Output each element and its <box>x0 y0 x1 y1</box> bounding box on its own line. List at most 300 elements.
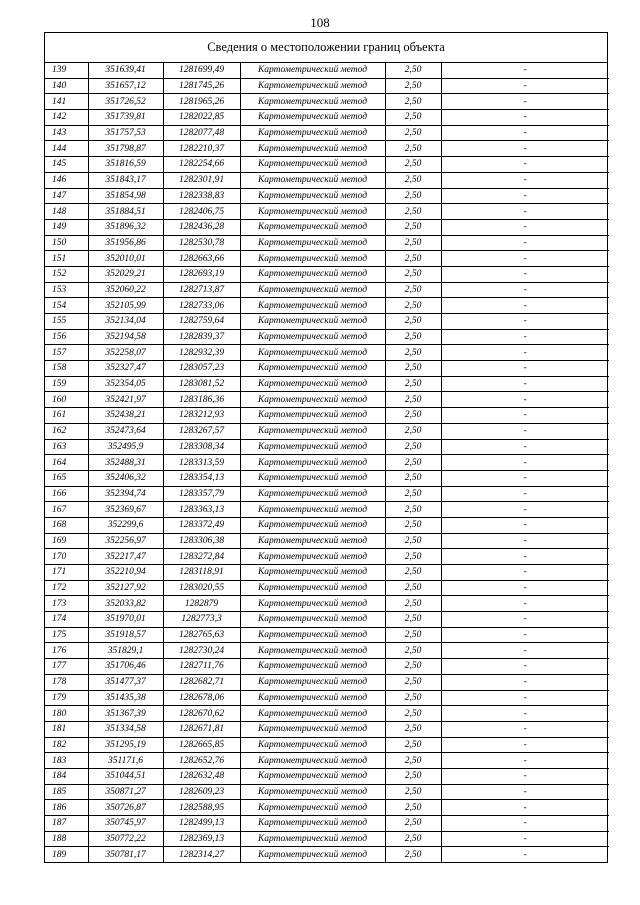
description-cell: - <box>441 204 609 220</box>
point-number-cell: 183 <box>45 753 88 769</box>
table-row <box>45 627 609 643</box>
accuracy-cell: 2,50 <box>385 674 441 690</box>
x-coordinate-cell: 351739,81 <box>88 110 163 126</box>
y-coordinate-cell: 1282678,06 <box>163 690 240 706</box>
accuracy-cell: 2,50 <box>385 204 441 220</box>
method-cell: Картометрический метод <box>240 282 385 298</box>
description-cell: - <box>441 659 609 675</box>
method-cell: Картометрический метод <box>240 63 385 78</box>
point-number-cell: 139 <box>45 63 88 78</box>
y-coordinate-cell: 1282663,66 <box>163 251 240 267</box>
method-cell: Картометрический метод <box>240 690 385 706</box>
point-number-cell: 181 <box>45 721 88 737</box>
y-coordinate-cell: 1283372,49 <box>163 517 240 533</box>
point-number-cell: 175 <box>45 627 88 643</box>
boundary-table <box>44 32 608 863</box>
point-number-cell: 161 <box>45 408 88 424</box>
method-cell: Картометрический метод <box>240 455 385 471</box>
method-cell: Картометрический метод <box>240 94 385 110</box>
accuracy-cell: 2,50 <box>385 329 441 345</box>
x-coordinate-cell: 351639,41 <box>88 63 163 78</box>
point-number-cell: 170 <box>45 549 88 565</box>
table-row <box>45 204 609 220</box>
x-coordinate-cell: 352217,47 <box>88 549 163 565</box>
accuracy-cell: 2,50 <box>385 188 441 204</box>
method-cell: Картометрический метод <box>240 549 385 565</box>
method-cell: Картометрический метод <box>240 329 385 345</box>
accuracy-cell: 2,50 <box>385 549 441 565</box>
point-number-cell: 156 <box>45 329 88 345</box>
point-number-cell: 145 <box>45 157 88 173</box>
x-coordinate-cell: 351657,12 <box>88 78 163 94</box>
method-cell: Картометрический метод <box>240 627 385 643</box>
table-row <box>45 596 609 612</box>
x-coordinate-cell: 351334,58 <box>88 721 163 737</box>
point-number-cell: 172 <box>45 580 88 596</box>
y-coordinate-cell: 1283272,84 <box>163 549 240 565</box>
description-cell: - <box>441 706 609 722</box>
method-cell: Картометрический метод <box>240 737 385 753</box>
method-cell: Картометрический метод <box>240 502 385 518</box>
description-cell: - <box>441 63 609 78</box>
accuracy-cell: 2,50 <box>385 455 441 471</box>
x-coordinate-cell: 350781,17 <box>88 847 163 862</box>
y-coordinate-cell: 1282665,85 <box>163 737 240 753</box>
point-number-cell: 151 <box>45 251 88 267</box>
x-coordinate-cell: 351970,01 <box>88 612 163 628</box>
y-coordinate-cell: 1282314,27 <box>163 847 240 862</box>
point-number-cell: 189 <box>45 847 88 862</box>
method-cell: Картометрический метод <box>240 219 385 235</box>
y-coordinate-cell: 1282670,62 <box>163 706 240 722</box>
point-number-cell: 186 <box>45 800 88 816</box>
table-row <box>45 125 609 141</box>
accuracy-cell: 2,50 <box>385 314 441 330</box>
description-cell: - <box>441 408 609 424</box>
table-row <box>45 110 609 126</box>
y-coordinate-cell: 1282254,66 <box>163 157 240 173</box>
description-cell: - <box>441 125 609 141</box>
y-coordinate-cell: 1282369,13 <box>163 831 240 847</box>
point-number-cell: 165 <box>45 470 88 486</box>
x-coordinate-cell: 351367,39 <box>88 706 163 722</box>
point-number-cell: 153 <box>45 282 88 298</box>
method-cell: Картометрический метод <box>240 141 385 157</box>
accuracy-cell: 2,50 <box>385 643 441 659</box>
accuracy-cell: 2,50 <box>385 768 441 784</box>
x-coordinate-cell: 350726,87 <box>88 800 163 816</box>
y-coordinate-cell: 1283186,36 <box>163 392 240 408</box>
y-coordinate-cell: 1282682,71 <box>163 674 240 690</box>
point-number-cell: 158 <box>45 361 88 377</box>
x-coordinate-cell: 351798,87 <box>88 141 163 157</box>
y-coordinate-cell: 1283118,91 <box>163 565 240 581</box>
y-coordinate-cell: 1282499,13 <box>163 816 240 832</box>
x-coordinate-cell: 352060,22 <box>88 282 163 298</box>
description-cell: - <box>441 847 609 862</box>
x-coordinate-cell: 350871,27 <box>88 784 163 800</box>
y-coordinate-cell: 1282759,64 <box>163 314 240 330</box>
x-coordinate-cell: 352256,97 <box>88 533 163 549</box>
description-cell: - <box>441 266 609 282</box>
y-coordinate-cell: 1282671,81 <box>163 721 240 737</box>
x-coordinate-cell: 352194,58 <box>88 329 163 345</box>
accuracy-cell: 2,50 <box>385 251 441 267</box>
accuracy-cell: 2,50 <box>385 282 441 298</box>
method-cell: Картометрический метод <box>240 596 385 612</box>
x-coordinate-cell: 351757,53 <box>88 125 163 141</box>
method-cell: Картометрический метод <box>240 533 385 549</box>
point-number-cell: 160 <box>45 392 88 408</box>
y-coordinate-cell: 1282632,48 <box>163 768 240 784</box>
accuracy-cell: 2,50 <box>385 659 441 675</box>
table-row <box>45 78 609 94</box>
table-row <box>45 219 609 235</box>
accuracy-cell: 2,50 <box>385 816 441 832</box>
y-coordinate-cell: 1283308,34 <box>163 439 240 455</box>
method-cell: Картометрический метод <box>240 753 385 769</box>
accuracy-cell: 2,50 <box>385 345 441 361</box>
x-coordinate-cell: 352299,6 <box>88 517 163 533</box>
description-cell: - <box>441 816 609 832</box>
table-row <box>45 721 609 737</box>
y-coordinate-cell: 1282652,76 <box>163 753 240 769</box>
y-coordinate-cell: 1283357,79 <box>163 486 240 502</box>
y-coordinate-cell: 1282733,06 <box>163 298 240 314</box>
x-coordinate-cell: 352010,01 <box>88 251 163 267</box>
section-title: Сведения о местоположении границ объекта <box>45 33 607 63</box>
y-coordinate-cell: 1282588,95 <box>163 800 240 816</box>
x-coordinate-cell: 351435,38 <box>88 690 163 706</box>
point-number-cell: 184 <box>45 768 88 784</box>
table-row <box>45 565 609 581</box>
y-coordinate-cell: 1282436,28 <box>163 219 240 235</box>
method-cell: Картометрический метод <box>240 784 385 800</box>
description-cell: - <box>441 141 609 157</box>
x-coordinate-cell: 352369,67 <box>88 502 163 518</box>
description-cell: - <box>441 314 609 330</box>
point-number-cell: 178 <box>45 674 88 690</box>
point-number-cell: 188 <box>45 831 88 847</box>
point-number-cell: 182 <box>45 737 88 753</box>
table-row <box>45 847 609 862</box>
accuracy-cell: 2,50 <box>385 612 441 628</box>
point-number-cell: 166 <box>45 486 88 502</box>
description-cell: - <box>441 78 609 94</box>
y-coordinate-cell: 1282879 <box>163 596 240 612</box>
point-number-cell: 187 <box>45 816 88 832</box>
method-cell: Картометрический метод <box>240 314 385 330</box>
x-coordinate-cell: 351896,32 <box>88 219 163 235</box>
method-cell: Картометрический метод <box>240 847 385 862</box>
x-coordinate-cell: 352354,05 <box>88 376 163 392</box>
table-row <box>45 533 609 549</box>
method-cell: Картометрический метод <box>240 800 385 816</box>
description-cell: - <box>441 345 609 361</box>
description-cell: - <box>441 439 609 455</box>
accuracy-cell: 2,50 <box>385 141 441 157</box>
y-coordinate-cell: 1283363,13 <box>163 502 240 518</box>
table-row <box>45 737 609 753</box>
y-coordinate-cell: 1283313,59 <box>163 455 240 471</box>
y-coordinate-cell: 1282711,76 <box>163 659 240 675</box>
method-cell: Картометрический метод <box>240 423 385 439</box>
table-row <box>45 314 609 330</box>
table-row <box>45 612 609 628</box>
description-cell: - <box>441 800 609 816</box>
y-coordinate-cell: 1282932,39 <box>163 345 240 361</box>
table-row <box>45 63 609 78</box>
method-cell: Картометрический метод <box>240 361 385 377</box>
table-row <box>45 455 609 471</box>
point-number-cell: 174 <box>45 612 88 628</box>
accuracy-cell: 2,50 <box>385 157 441 173</box>
method-cell: Картометрический метод <box>240 580 385 596</box>
accuracy-cell: 2,50 <box>385 721 441 737</box>
accuracy-cell: 2,50 <box>385 423 441 439</box>
accuracy-cell: 2,50 <box>385 266 441 282</box>
table-row <box>45 439 609 455</box>
description-cell: - <box>441 157 609 173</box>
table-row <box>45 580 609 596</box>
method-cell: Картометрический метод <box>240 816 385 832</box>
y-coordinate-cell: 1282210,37 <box>163 141 240 157</box>
point-number-cell: 149 <box>45 219 88 235</box>
accuracy-cell: 2,50 <box>385 596 441 612</box>
point-number-cell: 152 <box>45 266 88 282</box>
table-row <box>45 157 609 173</box>
accuracy-cell: 2,50 <box>385 565 441 581</box>
method-cell: Картометрический метод <box>240 470 385 486</box>
x-coordinate-cell: 351829,1 <box>88 643 163 659</box>
description-cell: - <box>441 282 609 298</box>
description-cell: - <box>441 674 609 690</box>
description-cell: - <box>441 423 609 439</box>
accuracy-cell: 2,50 <box>385 125 441 141</box>
table-row <box>45 800 609 816</box>
x-coordinate-cell: 352127,92 <box>88 580 163 596</box>
table-row <box>45 251 609 267</box>
point-number-cell: 140 <box>45 78 88 94</box>
accuracy-cell: 2,50 <box>385 533 441 549</box>
accuracy-cell: 2,50 <box>385 690 441 706</box>
accuracy-cell: 2,50 <box>385 517 441 533</box>
method-cell: Картометрический метод <box>240 78 385 94</box>
table-row <box>45 470 609 486</box>
method-cell: Картометрический метод <box>240 157 385 173</box>
point-number-cell: 162 <box>45 423 88 439</box>
y-coordinate-cell: 1281699,49 <box>163 63 240 78</box>
description-cell: - <box>441 580 609 596</box>
page-number: 108 <box>310 15 330 30</box>
accuracy-cell: 2,50 <box>385 78 441 94</box>
method-cell: Картометрический метод <box>240 439 385 455</box>
method-cell: Картометрический метод <box>240 298 385 314</box>
x-coordinate-cell: 352488,31 <box>88 455 163 471</box>
point-number-cell: 148 <box>45 204 88 220</box>
method-cell: Картометрический метод <box>240 659 385 675</box>
method-cell: Картометрический метод <box>240 486 385 502</box>
point-number-cell: 150 <box>45 235 88 251</box>
table-row <box>45 690 609 706</box>
table-row <box>45 502 609 518</box>
description-cell: - <box>441 376 609 392</box>
table-row <box>45 423 609 439</box>
method-cell: Картометрический метод <box>240 768 385 784</box>
table-row <box>45 768 609 784</box>
method-cell: Картометрический метод <box>240 831 385 847</box>
x-coordinate-cell: 352105,99 <box>88 298 163 314</box>
description-cell: - <box>441 94 609 110</box>
method-cell: Картометрический метод <box>240 266 385 282</box>
method-cell: Картометрический метод <box>240 517 385 533</box>
point-number-cell: 144 <box>45 141 88 157</box>
point-number-cell: 180 <box>45 706 88 722</box>
table-row <box>45 94 609 110</box>
x-coordinate-cell: 351884,51 <box>88 204 163 220</box>
x-coordinate-cell: 352495,9 <box>88 439 163 455</box>
point-number-cell: 155 <box>45 314 88 330</box>
table-row <box>45 392 609 408</box>
description-cell: - <box>441 329 609 345</box>
table-row <box>45 376 609 392</box>
accuracy-cell: 2,50 <box>385 94 441 110</box>
method-cell: Картометрический метод <box>240 706 385 722</box>
point-number-cell: 173 <box>45 596 88 612</box>
description-cell: - <box>441 110 609 126</box>
y-coordinate-cell: 1282839,37 <box>163 329 240 345</box>
accuracy-cell: 2,50 <box>385 784 441 800</box>
table-row <box>45 816 609 832</box>
y-coordinate-cell: 1282609,23 <box>163 784 240 800</box>
table-row <box>45 361 609 377</box>
point-number-cell: 179 <box>45 690 88 706</box>
x-coordinate-cell: 352473,64 <box>88 423 163 439</box>
accuracy-cell: 2,50 <box>385 737 441 753</box>
table-row <box>45 408 609 424</box>
y-coordinate-cell: 1282530,78 <box>163 235 240 251</box>
method-cell: Картометрический метод <box>240 408 385 424</box>
description-cell: - <box>441 753 609 769</box>
method-cell: Картометрический метод <box>240 110 385 126</box>
x-coordinate-cell: 351726,52 <box>88 94 163 110</box>
table-row <box>45 345 609 361</box>
y-coordinate-cell: 1283267,57 <box>163 423 240 439</box>
description-cell: - <box>441 549 609 565</box>
table-row <box>45 753 609 769</box>
point-number-cell: 168 <box>45 517 88 533</box>
accuracy-cell: 2,50 <box>385 800 441 816</box>
accuracy-cell: 2,50 <box>385 172 441 188</box>
point-number-cell: 159 <box>45 376 88 392</box>
description-cell: - <box>441 188 609 204</box>
description-cell: - <box>441 690 609 706</box>
y-coordinate-cell: 1283081,52 <box>163 376 240 392</box>
y-coordinate-cell: 1283020,55 <box>163 580 240 596</box>
accuracy-cell: 2,50 <box>385 831 441 847</box>
table-row <box>45 188 609 204</box>
point-number-cell: 141 <box>45 94 88 110</box>
x-coordinate-cell: 352327,47 <box>88 361 163 377</box>
table-row <box>45 549 609 565</box>
method-cell: Картометрический метод <box>240 376 385 392</box>
x-coordinate-cell: 351854,98 <box>88 188 163 204</box>
y-coordinate-cell: 1282773,3 <box>163 612 240 628</box>
description-cell: - <box>441 455 609 471</box>
x-coordinate-cell: 352406,32 <box>88 470 163 486</box>
method-cell: Картометрический метод <box>240 674 385 690</box>
accuracy-cell: 2,50 <box>385 376 441 392</box>
description-cell: - <box>441 737 609 753</box>
point-number-cell: 176 <box>45 643 88 659</box>
description-cell: - <box>441 533 609 549</box>
method-cell: Картометрический метод <box>240 188 385 204</box>
table-row <box>45 329 609 345</box>
description-cell: - <box>441 251 609 267</box>
accuracy-cell: 2,50 <box>385 470 441 486</box>
table-row <box>45 643 609 659</box>
x-coordinate-cell: 350772,22 <box>88 831 163 847</box>
table-row <box>45 172 609 188</box>
x-coordinate-cell: 351477,37 <box>88 674 163 690</box>
point-number-cell: 146 <box>45 172 88 188</box>
description-cell: - <box>441 502 609 518</box>
description-cell: - <box>441 172 609 188</box>
table-body <box>45 63 609 862</box>
x-coordinate-cell: 352394,74 <box>88 486 163 502</box>
method-cell: Картометрический метод <box>240 251 385 267</box>
method-cell: Картометрический метод <box>240 643 385 659</box>
y-coordinate-cell: 1283306,38 <box>163 533 240 549</box>
x-coordinate-cell: 351816,59 <box>88 157 163 173</box>
accuracy-cell: 2,50 <box>385 847 441 862</box>
x-coordinate-cell: 351918,57 <box>88 627 163 643</box>
description-cell: - <box>441 643 609 659</box>
accuracy-cell: 2,50 <box>385 486 441 502</box>
accuracy-cell: 2,50 <box>385 502 441 518</box>
y-coordinate-cell: 1282730,24 <box>163 643 240 659</box>
x-coordinate-cell: 351044,51 <box>88 768 163 784</box>
table-row <box>45 282 609 298</box>
table-row <box>45 784 609 800</box>
accuracy-cell: 2,50 <box>385 63 441 78</box>
accuracy-cell: 2,50 <box>385 298 441 314</box>
table-row <box>45 266 609 282</box>
y-coordinate-cell: 1282077,48 <box>163 125 240 141</box>
y-coordinate-cell: 1283354,13 <box>163 470 240 486</box>
description-cell: - <box>441 470 609 486</box>
description-cell: - <box>441 298 609 314</box>
description-cell: - <box>441 219 609 235</box>
method-cell: Картометрический метод <box>240 235 385 251</box>
coordinates-table <box>45 63 609 862</box>
accuracy-cell: 2,50 <box>385 361 441 377</box>
point-number-cell: 177 <box>45 659 88 675</box>
method-cell: Картометрический метод <box>240 721 385 737</box>
accuracy-cell: 2,50 <box>385 753 441 769</box>
accuracy-cell: 2,50 <box>385 392 441 408</box>
point-number-cell: 167 <box>45 502 88 518</box>
method-cell: Картометрический метод <box>240 204 385 220</box>
point-number-cell: 154 <box>45 298 88 314</box>
y-coordinate-cell: 1282022,85 <box>163 110 240 126</box>
point-number-cell: 163 <box>45 439 88 455</box>
point-number-cell: 185 <box>45 784 88 800</box>
method-cell: Картометрический метод <box>240 345 385 361</box>
x-coordinate-cell: 351843,17 <box>88 172 163 188</box>
x-coordinate-cell: 352029,21 <box>88 266 163 282</box>
table-row <box>45 486 609 502</box>
